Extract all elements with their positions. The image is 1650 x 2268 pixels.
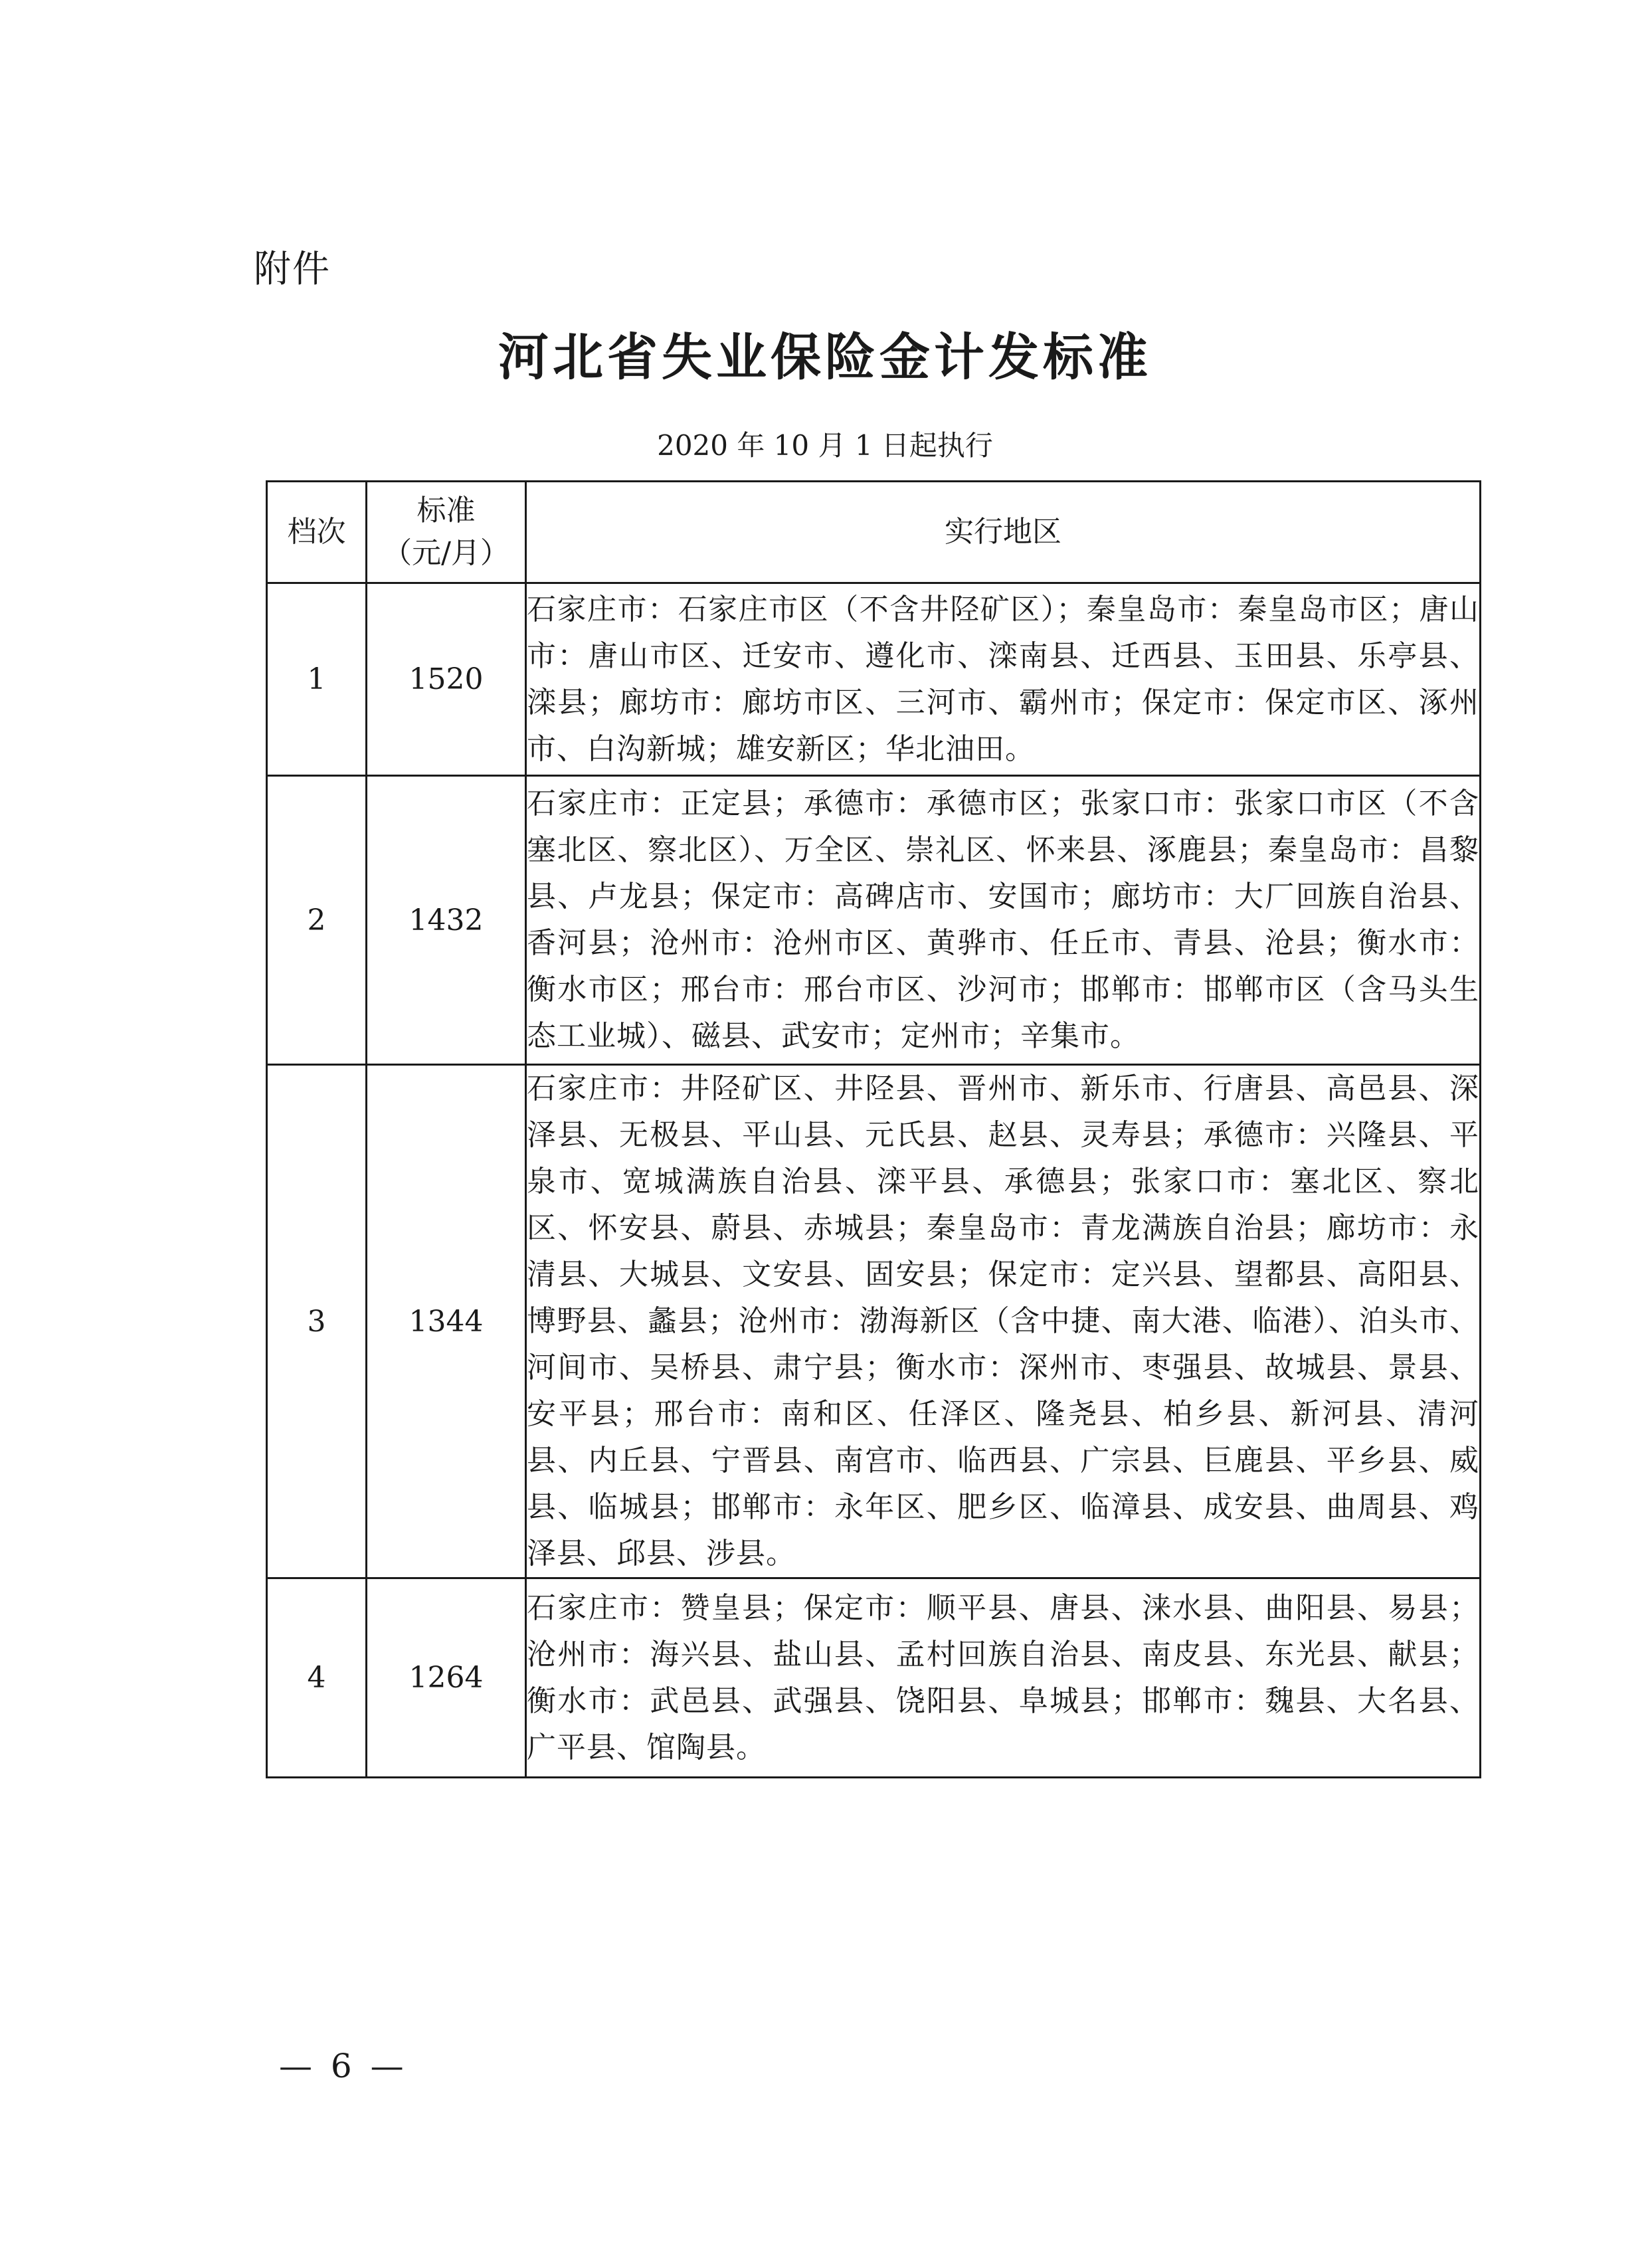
amount-cell: 1520	[367, 583, 526, 776]
region-cell: 石家庄市：井陉矿区、井陉县、晋州市、新乐市、行唐县、高邑县、深泽县、无极县、平山县、元氏县、赵县、灵寿县；承德市：兴隆县、平泉市、宽城满族自治县、滦平县、承德县；张家口市：塞北区、察北区、怀安县、蔚县、赤城县；秦皇岛市：青龙满族自治县；廊坊市：永清县、大城县、文安县、固安县；保定市：定兴县、望都县、高阳县、博野县、蠡县；沧州市：渤海新区（含中捷、南大港、临港）、泊头市、河间市、吴桥县、肃宁县；衡水市：深州市、枣强县、故城县、景县、安平县；邢台市：南和区、任泽区、隆尧县、柏乡县、新河县、清河县、内丘县、宁晋县、南宫市、临西县、广宗县、巨鹿县、平乡县、威县、临城县；邯郸市：永年区、肥乡区、临漳县、成安县、曲周县、鸡泽县、邱县、涉县。	[526, 1065, 1481, 1578]
attachment-label: 附件	[254, 248, 331, 291]
region-cell: 石家庄市：正定县；承德市：承德市区；张家口市：张家口市区（不含塞北区、察北区）、万全区、崇礼区、怀来县、涿鹿县；秦皇岛市：昌黎县、卢龙县；保定市：高碑店市、安国市；廊坊市：大厂回族自治县、香河县；沧州市：沧州市区、黄骅市、任丘市、青县、沧县；衡水市：衡水市区；邢台市：邢台市区、沙河市；邯郸市：邯郸市区（含马头生态工业城）、磁县、武安市；定州市；辛集市。	[526, 776, 1481, 1065]
region-cell: 石家庄市：石家庄市区（不含井陉矿区）；秦皇岛市：秦皇岛市区；唐山市：唐山市区、迁安市、遵化市、滦南县、迁西县、玉田县、乐亭县、滦县；廊坊市：廊坊市区、三河市、霸州市；保定市：保定市区、涿州市、白沟新城；雄安新区；华北油田。	[526, 583, 1481, 776]
grade-cell: 3	[267, 1065, 367, 1578]
grade-cell: 2	[267, 776, 367, 1065]
region-cell: 石家庄市：赞皇县；保定市：顺平县、唐县、涞水县、曲阳县、易县；沧州市：海兴县、盐山县、孟村回族自治县、南皮县、东光县、献县；衡水市：武邑县、武强县、饶阳县、阜城县；邯郸市：魏县、大名县、广平县、馆陶县。	[526, 1578, 1481, 1778]
table-row	[267, 776, 1481, 1065]
table-row	[267, 583, 1481, 776]
document-title: 河北省失业保险金计发标准	[498, 328, 1152, 387]
amount-cell: 1432	[367, 776, 526, 1065]
header-grade: 档次	[267, 482, 367, 583]
page-number: — 6 —	[279, 2047, 408, 2085]
header-region: 实行地区	[526, 482, 1481, 583]
unemployment-benefit-table	[266, 480, 1481, 1778]
table-row	[267, 1065, 1481, 1578]
amount-cell: 1344	[367, 1065, 526, 1578]
header-standard-line1: 标准	[416, 494, 476, 527]
grade-cell: 1	[267, 583, 367, 776]
amount-cell: 1264	[367, 1578, 526, 1778]
header-standard	[367, 482, 526, 583]
table-header-row	[267, 482, 1481, 583]
grade-cell: 4	[267, 1578, 367, 1778]
header-standard-line2: （元/月）	[383, 536, 509, 570]
table-row	[267, 1578, 1481, 1778]
effective-date: 2020 年 10 月 1 日起执行	[657, 429, 993, 462]
